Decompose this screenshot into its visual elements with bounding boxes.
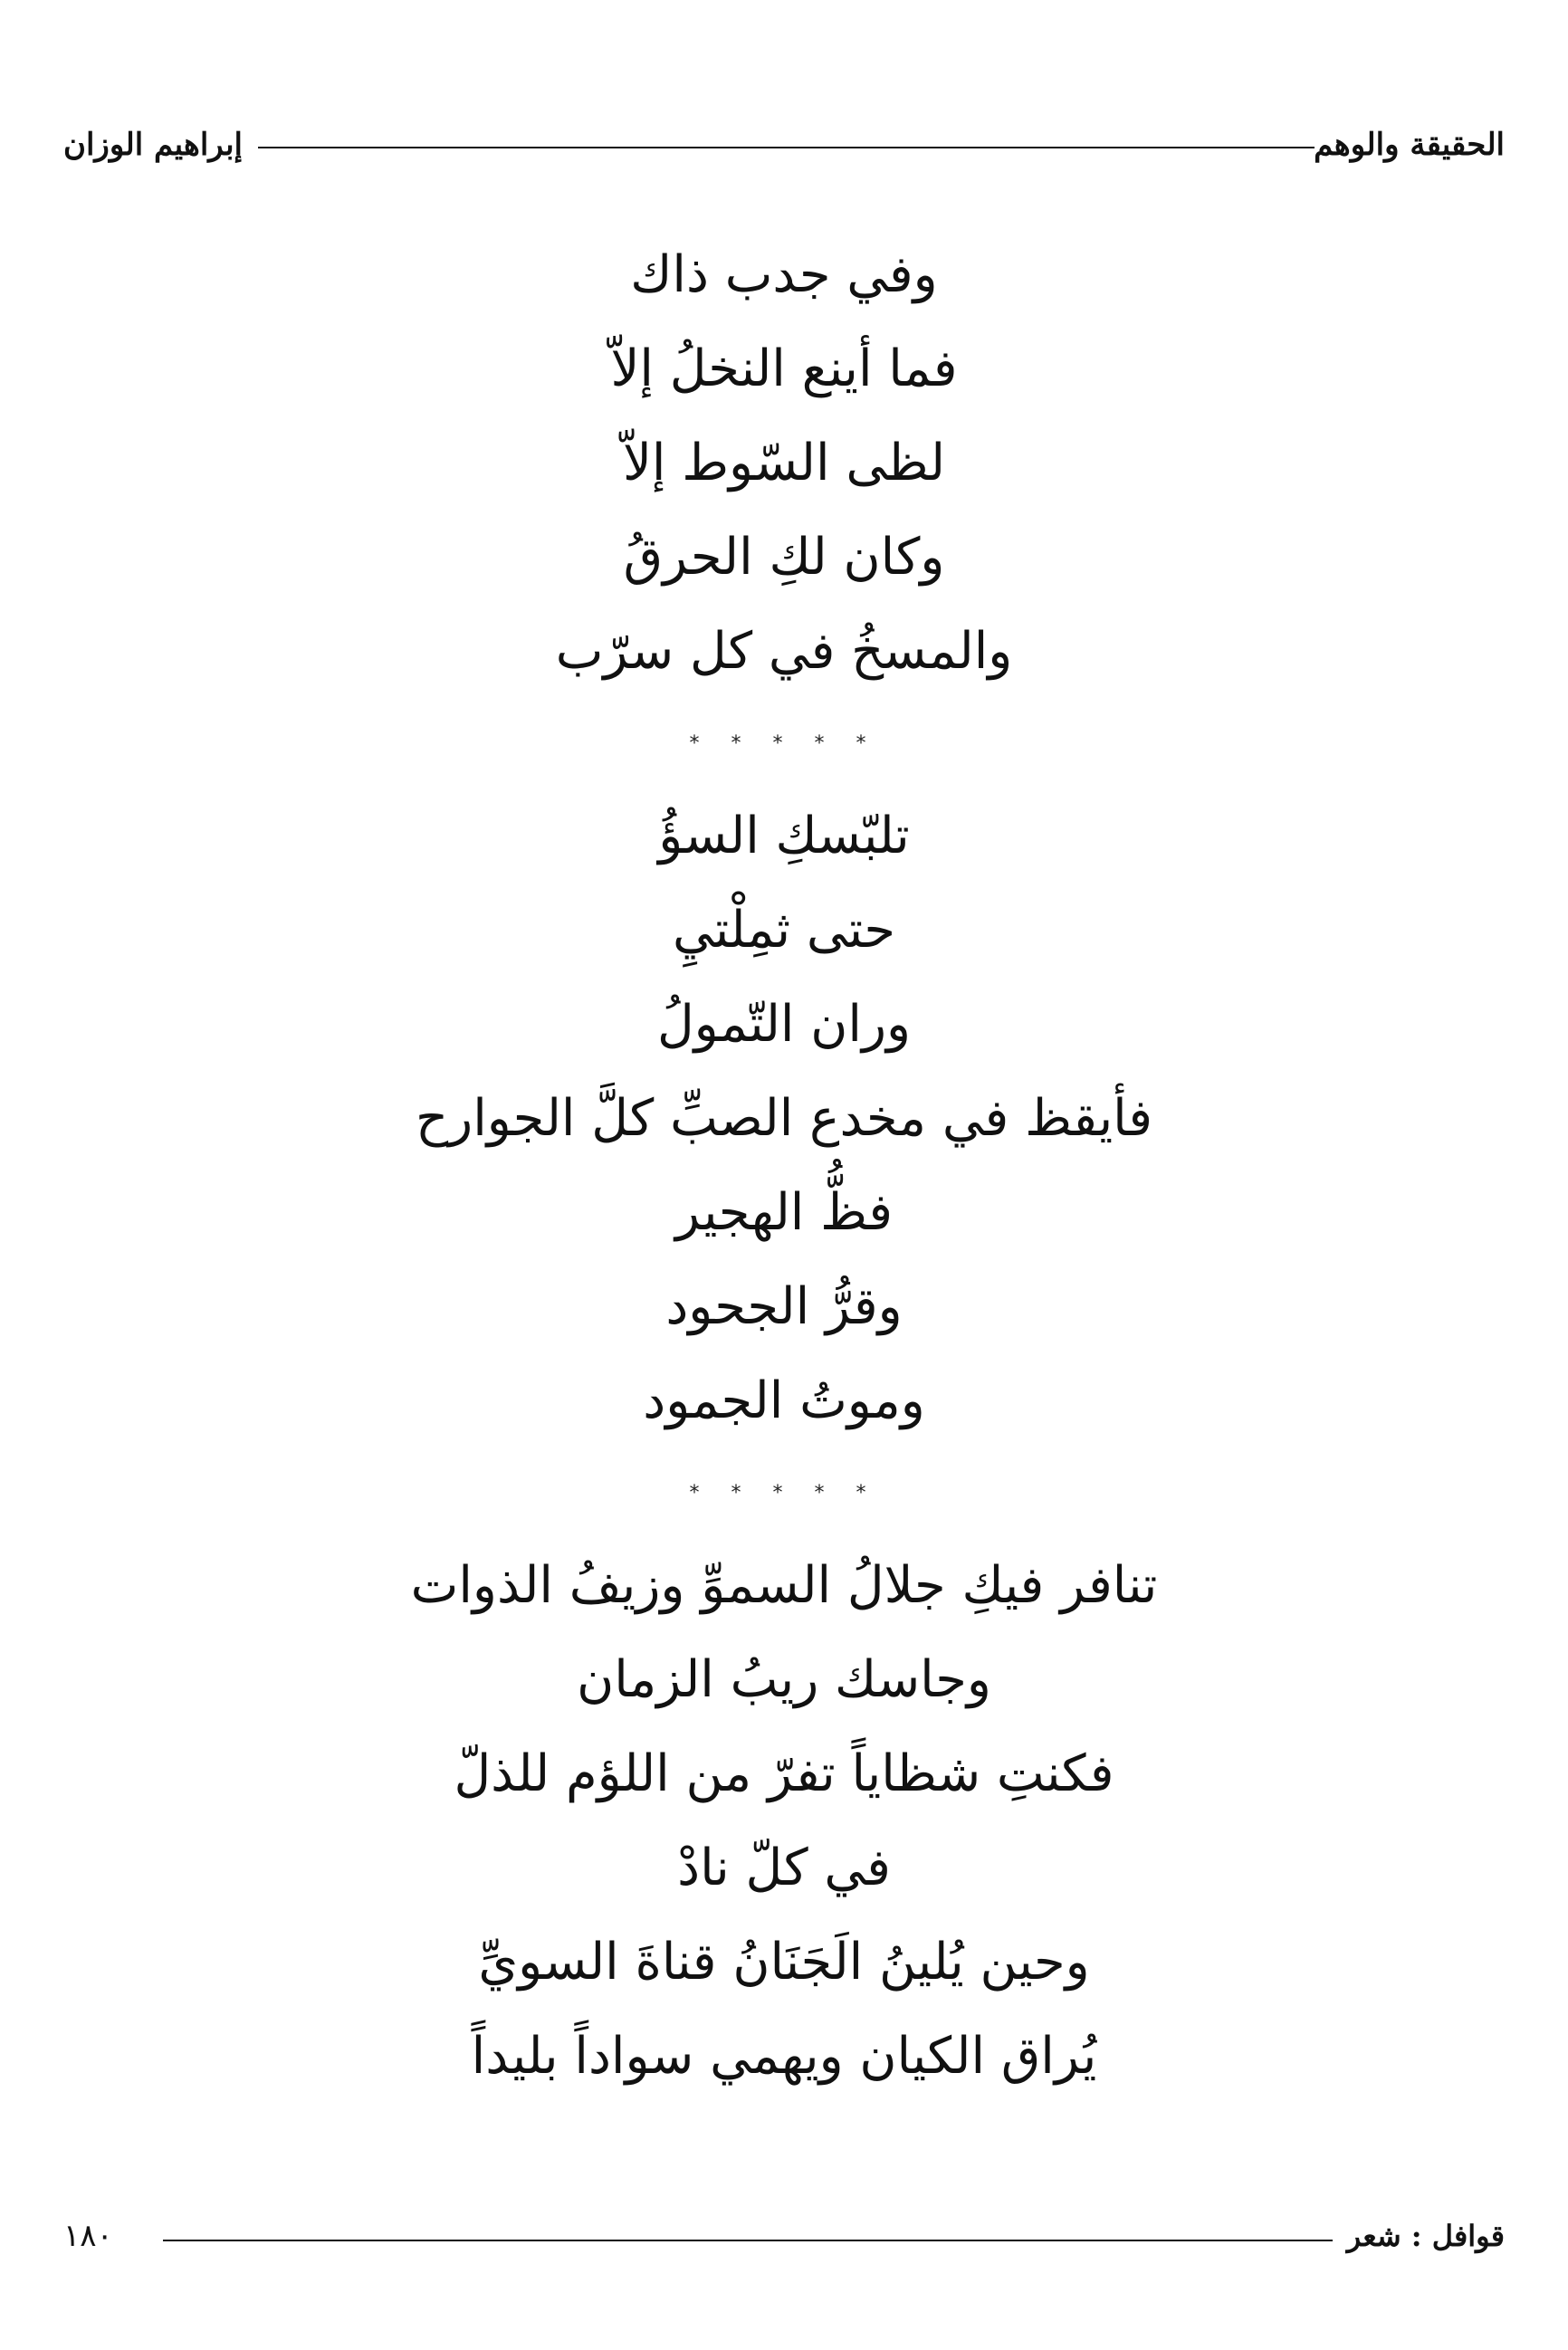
verse-line: وكان لكِ الحرقُ	[623, 528, 945, 587]
stanza-separator: * * * * *	[689, 1482, 879, 1505]
verse-line: فكنتِ شظاياً تفرّ من اللؤم للذلّ	[454, 1744, 1114, 1803]
verse-line: حتى ثمِلْتيِ	[672, 901, 896, 960]
verse-line: وقرُّ الجحود	[665, 1277, 903, 1336]
verse-line: وفي جدب ذاك	[630, 245, 938, 304]
book-title: الحقيقة والوهم	[1314, 127, 1505, 163]
verse-line: وموتُ الجمود	[643, 1371, 925, 1430]
footer-rule	[163, 2240, 1333, 2241]
running-footer	[63, 2209, 1505, 2263]
running-header	[63, 118, 1505, 172]
verse-line: وجاسك ريبُ الزمان	[577, 1650, 991, 1709]
verse-line: فما أينع النخلُ إلاّ	[610, 339, 958, 398]
verse-line: فظُّ الهجير	[674, 1183, 894, 1242]
verse-line: والمسخُ في كل سرّب	[555, 622, 1013, 681]
verse-line: وحين يُلينُ الَجَنَانُ قناةَ السويِّ	[478, 1933, 1090, 1992]
header-rule	[258, 147, 1315, 148]
stanza-separator: * * * * *	[689, 732, 879, 755]
page-number: ١٨٠	[63, 2218, 113, 2254]
verse-line: وران التّمولُ	[656, 995, 912, 1054]
verse-line: يُراق الكيان ويهمي سواداً بليداً	[471, 2027, 1097, 2086]
section-label: قوافل : شعر	[1346, 2219, 1505, 2253]
author-name: إبراهيم الوزان	[63, 127, 243, 163]
verse-line: لظى السّوط إلاّ	[622, 434, 946, 492]
verse-line: في كلّ نادْ	[677, 1839, 891, 1897]
verse-line: تنافر فيكِ جلالُ السموِّ وزيفُ الذوات	[410, 1556, 1158, 1615]
poem-body	[136, 228, 1432, 2104]
verse-line: فأيقظ في مخدع الصبِّ كلَّ الجوارح	[416, 1089, 1152, 1148]
verse-line: تلبّسكِ السؤُ	[658, 807, 910, 865]
